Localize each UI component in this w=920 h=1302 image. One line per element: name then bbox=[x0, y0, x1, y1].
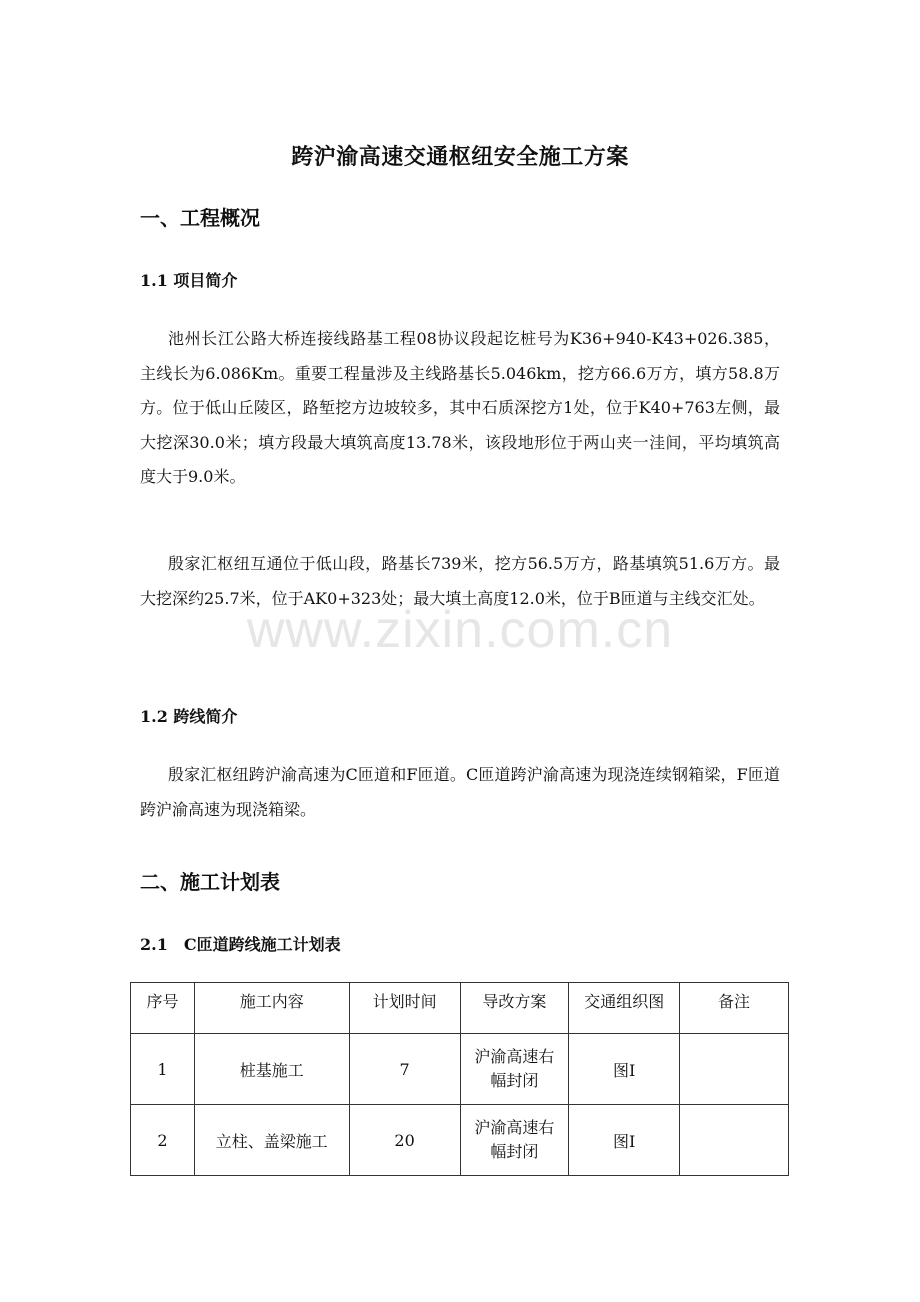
project-intro-paragraph-2: 殷家汇枢纽互通位于低山段，路基长739米，挖方56.5万方，路基填筑51.6万方。最大挖深约25.7米，位于AK0+323处；最大填土高度12.0米，位于B匝道与主线交汇处。 bbox=[140, 554, 780, 608]
cell-plan-line-1: 沪渝高速右 bbox=[474, 1047, 555, 1066]
header-cell-note: 备注 bbox=[680, 983, 789, 1034]
header-cell-no: 序号 bbox=[131, 983, 195, 1034]
cell-plan-line-2: 幅封闭 bbox=[490, 1142, 539, 1161]
cell-no: 2 bbox=[131, 1105, 195, 1176]
cell-diagram: 图Ⅰ bbox=[569, 1034, 680, 1105]
table-row bbox=[131, 1034, 789, 1105]
cell-plan-line-1: 沪渝高速右 bbox=[474, 1118, 555, 1137]
header-cell-diagram: 交通组织图 bbox=[569, 983, 680, 1034]
cell-content: 桩基施工 bbox=[194, 1034, 349, 1105]
header-cell-plan: 导改方案 bbox=[460, 983, 569, 1034]
cell-time: 7 bbox=[349, 1034, 460, 1105]
watermark: www.zixin.com.cn bbox=[246, 601, 674, 659]
crossing-intro-paragraph: 殷家汇枢纽跨沪渝高速为C匝道和F匝道。C匝道跨沪渝高速为现浇连续钢箱梁，F匝道跨沪渝高速为现浇箱梁。 bbox=[140, 765, 780, 819]
cell-plan bbox=[460, 1034, 569, 1105]
cell-time: 20 bbox=[349, 1105, 460, 1176]
table-row bbox=[131, 1105, 789, 1176]
section-2-heading: 二、施工计划表 bbox=[140, 870, 280, 894]
cell-note bbox=[680, 1034, 789, 1105]
section-1-1-heading: 1.1 项目简介 bbox=[140, 271, 238, 290]
cell-no: 1 bbox=[131, 1034, 195, 1105]
header-cell-content: 施工内容 bbox=[194, 983, 349, 1034]
construction-plan-table bbox=[130, 982, 789, 1176]
cell-diagram: 图Ⅰ bbox=[569, 1105, 680, 1176]
table-header-row bbox=[131, 983, 789, 1034]
document-title: 跨沪渝高速交通枢纽安全施工方案 bbox=[291, 144, 629, 170]
cell-plan-line-2: 幅封闭 bbox=[490, 1071, 539, 1090]
cell-content: 立柱、盖梁施工 bbox=[194, 1105, 349, 1176]
section-1-heading: 一、工程概况 bbox=[140, 206, 260, 230]
cell-note bbox=[680, 1105, 789, 1176]
header-cell-time: 计划时间 bbox=[349, 983, 460, 1034]
project-intro-paragraph-1: 池州长江公路大桥连接线路基工程08协议段起讫桩号为K36+940-K43+026.385，主线长为6.086Km。重要工程量涉及主线路基长5.046km，挖方66.6万方，填方58.8万方。位于低山丘陵区，路堑挖方边坡较多，其中石质深挖方1处，位于K40+763左侧，最大挖深30.0米；填方段最大填筑高度13.78米，该段地形位于两山夹一洼间，平均填筑高度大于9.0米。 bbox=[140, 329, 780, 486]
cell-plan bbox=[460, 1105, 569, 1176]
section-2-1-heading: 2.1 C匝道跨线施工计划表 bbox=[140, 935, 341, 954]
section-1-2-heading: 1.2 跨线简介 bbox=[140, 707, 238, 726]
